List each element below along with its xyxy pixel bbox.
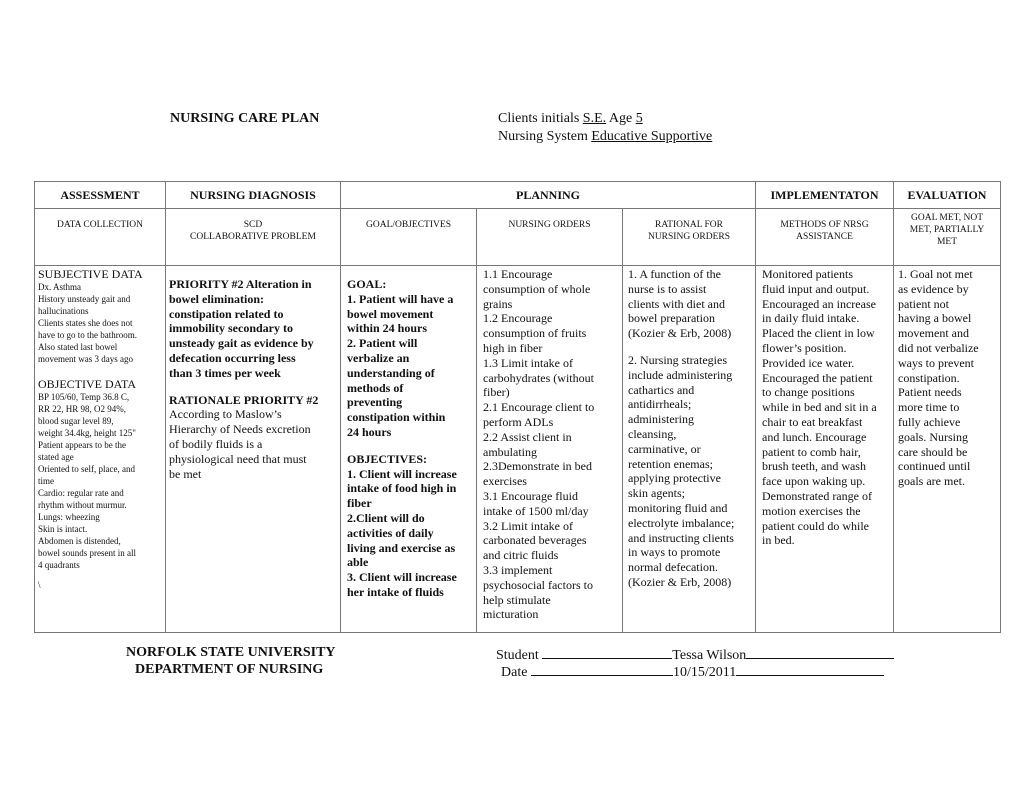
text-line: unsteady gait as evidence by [169,336,314,351]
text-line: fiber [347,496,372,511]
clients-initials-value: S.E. [582,111,607,126]
goal-list [347,292,473,440]
assessment-cell [35,266,166,633]
priority-diagnosis [169,277,337,381]
text-line: 1.3 Limit intake of [483,355,573,370]
text-line: consumption of whole [483,281,591,296]
date-trailing-line [736,662,884,676]
rationale-cell [623,266,756,633]
text-line: 2. Patient will [347,336,418,351]
text-line: be met [169,466,202,481]
text-line: and instructing clients [628,530,734,545]
text-line: verbalize an [347,350,410,365]
text-line: Also stated last bowel [38,342,118,352]
subheader-data-collection: DATA COLLECTION [35,209,166,266]
text-line: able [347,555,369,570]
text-line: administering [628,412,694,427]
text-line: patient to comb hair, [762,444,861,459]
implementation-list [756,266,893,548]
text-line: while in bed and sit in a [762,400,877,415]
text-line: Demonstrated range of [762,488,872,503]
text-line: goals. Nursing [898,429,968,444]
subjective-data-list [38,281,162,365]
rationale-text [169,407,337,481]
text-line: than 3 times per week [169,365,281,380]
text-line: 2.2 Assist client in [483,429,572,444]
text-line: bowel preparation [628,311,715,326]
text-line: psychosocial factors to [483,577,593,592]
text-line: Lungs: wheezing [38,512,100,522]
subheader-goal-met: GOAL MET, NOT MET, PARTIALLY MET [894,209,1001,266]
header-planning: PLANNING [341,182,756,209]
text-line: fully achieve [898,414,961,429]
sub-header-row [35,209,1001,266]
date-value: 10/15/2011 [672,665,737,680]
text-line: Encouraged an increase [762,296,876,311]
text-line: constipation related to [169,306,284,321]
text-line: ways to prevent [898,355,974,370]
text-line: defecation occurring less [169,350,296,365]
text-line: goals are met. [898,474,965,489]
nursing-orders-list [477,266,622,622]
text-line: RR 22, HR 98, O2 94%, [38,404,127,414]
text-line: Encouraged the patient [762,370,873,385]
university-name: NORFOLK STATE UNIVERSITY [126,645,336,660]
text-line: motion exercises the [762,503,861,518]
objective-data-heading: OBJECTIVE DATA [38,377,137,391]
text-line: activities of daily [347,525,434,540]
text-line: weight 34.4kg, height 125" [38,428,136,438]
main-header-row [35,182,1001,209]
text-line: immobility secondary to [169,321,293,336]
text-line: Provided ice water. [762,355,855,370]
text-line: did not verbalize [898,340,979,355]
text-line: 1.2 Encourage [483,311,553,326]
text-line: to change positions [762,385,855,400]
client-info-line [498,111,643,127]
text-line: carminative, or [628,441,701,456]
subheader-methods: METHODS OF NRSG ASSISTANCE [756,209,894,266]
objectives-list [347,467,473,600]
rationale-paragraph-1 [628,267,752,341]
text-line: in bed. [762,533,795,548]
text-line: carbonated beverages [483,533,587,548]
text-line: bowel elimination: [169,291,264,306]
student-trailing-line [746,645,894,659]
text-line: cathartics and [628,382,695,397]
text-line: 2.3Demonstrate in bed [483,459,592,474]
nursing-orders-cell [477,266,623,633]
header-evaluation: EVALUATION [894,182,1001,209]
text-line: in ways to promote [628,545,721,560]
text-line: fiber) [483,385,510,400]
care-plan-table [34,181,1001,633]
text-line: living and exercise as [347,540,456,555]
text-line: normal defecation. [628,560,718,575]
text-line: understanding of [347,365,435,380]
text-line: 2.Client will do [347,510,425,525]
text-line: methods of [347,380,404,395]
text-line: her intake of fluids [347,584,444,599]
text-line: perform ADLs [483,414,554,429]
text-line: exercises [483,474,527,489]
text-line: applying protective [628,471,721,486]
text-line: hallucinations [38,306,89,316]
text-line: face upon waking up. [762,474,866,489]
text-line: care should be [898,444,968,459]
text-line: constipation. [898,370,960,385]
text-line: stated age [38,452,74,462]
text-line: as evidence by [898,281,969,296]
text-line: PRIORITY #2 Alteration in [169,277,312,291]
text-line: continued until [898,459,971,474]
text-line: Monitored patients [762,267,853,281]
text-line: high in fiber [483,340,543,355]
text-line: nurse is to assist [628,281,707,296]
objectives-heading: OBJECTIVES: [347,451,428,466]
text-line: ambulating [483,444,537,459]
text-line: time [38,476,54,486]
text-line: have to go to the bathroom. [38,330,137,340]
text-line: Skin is intact. [38,524,88,534]
clients-initials-label: Clients initials [498,111,580,126]
text-line: (Kozier & Erb, 2008) [628,574,732,589]
subheader-scd: SCD COLLABORATIVE PROBLEM [166,209,341,266]
text-line: rhythm without murmur. [38,500,127,510]
text-line: constipation within [347,410,446,425]
text-line: movement and [898,326,969,341]
evaluation-list [894,266,1000,489]
text-line: patient not [898,296,949,311]
text-line: preventing [347,395,403,410]
text-line: 1.1 Encourage [483,267,553,281]
text-line: consumption of fruits [483,326,587,341]
text-line: bowel sounds present in all [38,548,136,558]
text-line: chair to eat breakfast [762,414,863,429]
text-line: of bodily fluids is a [169,436,263,451]
care-plan-body-row [35,266,1001,633]
text-line: blood sugar level 89, [38,416,114,426]
text-line: monitoring fluid and [628,500,728,515]
text-line: fluid input and output. [762,281,870,296]
text-line: 3.3 implement [483,562,553,577]
text-line: 2.1 Encourage client to [483,400,595,415]
text-line: within 24 hours [347,321,428,336]
header-implementation: IMPLEMENTATON [756,182,894,209]
goal-objectives-cell [341,266,477,633]
stray-mark: \ [38,580,41,590]
subjective-data-heading: SUBJECTIVE DATA [38,267,143,281]
rationale-paragraph-2 [628,353,752,590]
text-line: 3.1 Encourage fluid [483,488,578,503]
text-line: skin agents; [628,486,685,501]
text-line: 1. A function of the [628,267,721,281]
text-line: History unsteady gait and [38,294,131,304]
nursing-system-line [498,129,712,145]
diagnosis-cell [166,266,341,633]
page-title: NURSING CARE PLAN [170,111,320,126]
text-line: BP 105/60, Temp 36.8 C, [38,392,130,402]
text-line: intake of 1500 ml/day [483,503,589,518]
student-blank-line [542,645,672,659]
header-nursing-diagnosis: NURSING DIAGNOSIS [166,182,341,209]
student-label: Student [496,648,539,663]
evaluation-cell [894,266,1001,633]
text-line: patient could do while [762,518,869,533]
text-line: 3.2 Limit intake of [483,518,573,533]
text-line: Cardio: regular rate and [38,488,124,498]
text-line: carbohydrates (without [483,370,594,385]
text-line: movement was 3 days ago [38,354,133,364]
department-name: DEPARTMENT OF NURSING [135,662,324,677]
date-blank-line [531,662,673,676]
text-line: and lunch. Encourage [762,429,867,444]
text-line: Clients states she does not [38,318,133,328]
text-line: bowel movement [347,306,434,321]
text-line: include administering [628,367,733,382]
text-line: Patient needs [898,385,962,400]
text-line: cleansing, [628,426,677,441]
text-line: 1. Client will increase [347,466,457,481]
text-line: 1. Patient will have a [347,291,454,306]
text-line: 24 hours [347,424,392,439]
text-line: help stimulate [483,592,551,607]
text-line: 2. Nursing strategies [628,352,727,367]
text-line: flower’s position. [762,340,847,355]
text-line: having a bowel [898,311,972,326]
text-line: retention enemas; [628,456,713,471]
rationale-heading: RATIONALE PRIORITY #2 [169,392,319,407]
goal-heading: GOAL: [347,277,387,291]
text-line: Abdomen is distended, [38,536,121,546]
age-label: Age [608,111,633,126]
student-name: Tessa Wilson [672,648,747,663]
objective-data-list [38,391,162,571]
text-line: antidirrheals; [628,397,692,412]
date-line [501,662,884,681]
text-line: 1. Goal not met [898,267,973,281]
text-line: Oriented to self, place, and [38,464,135,474]
text-line: and citric fluids [483,548,559,563]
implementation-cell [756,266,894,633]
text-line: 4 quadrants [38,560,80,570]
text-line: Patient appears to be the [38,440,126,450]
text-line: grains [483,296,513,311]
nursing-system-label: Nursing System [498,129,588,144]
date-label: Date [501,665,528,680]
nursing-system-value: Educative Supportive [591,129,713,144]
text-line: 3. Client will increase [347,570,457,585]
text-line: According to Maslow’s [169,407,282,422]
text-line: micturation [483,607,539,622]
text-line: in daily fluid intake. [762,311,860,326]
subheader-goal-objectives: GOAL/OBJECTIVES [341,209,477,266]
subheader-rational: RATIONAL FOR NURSING ORDERS [623,209,756,266]
text-line: electrolyte imbalance; [628,515,735,530]
text-line: Placed the client in low [762,326,875,341]
text-line: more time to [898,400,960,415]
subheader-nursing-orders: NURSING ORDERS [477,209,623,266]
text-line: Dx. Asthma [38,282,82,292]
header-assessment: ASSESSMENT [35,182,166,209]
age-value: 5 [635,111,643,126]
text-line: physiological need that must [169,451,307,466]
text-line: Hierarchy of Needs excretion [169,422,311,437]
text-line: intake of food high in [347,481,457,496]
text-line: clients with diet and [628,296,725,311]
text-line: brush teeth, and wash [762,459,866,474]
text-line: (Kozier & Erb, 2008) [628,326,732,341]
